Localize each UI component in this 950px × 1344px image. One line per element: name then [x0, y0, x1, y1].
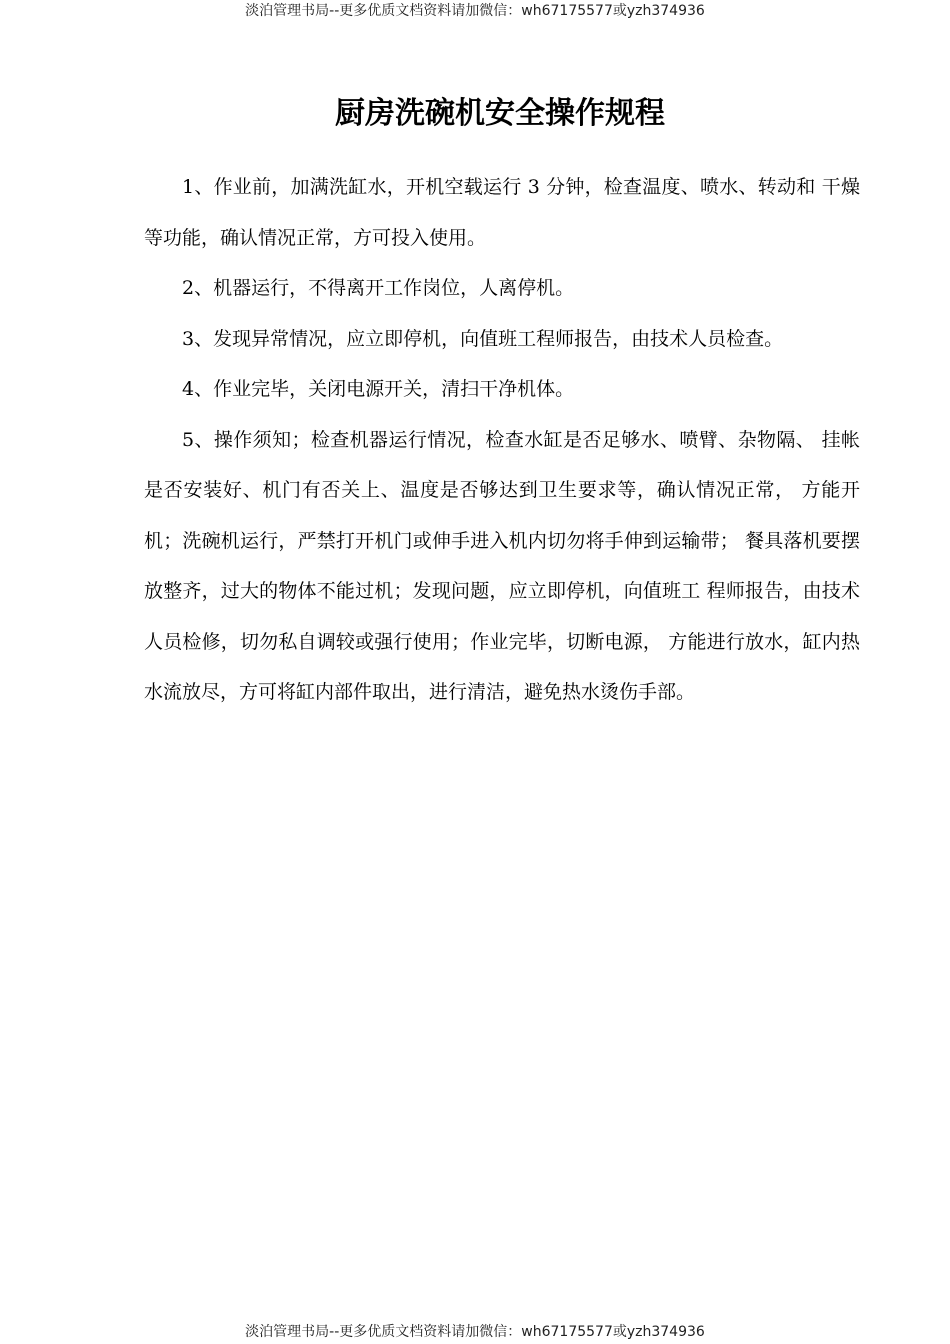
paragraph-4: 4、作业完毕，关闭电源开关，清扫干净机体。 — [182, 378, 575, 400]
header-note: 淡泊管理书局--更多优质文档资料请加微信：wh67175577或yzh374936 — [245, 3, 705, 19]
paragraph-3: 3、发现异常情况，应立即停机，向值班工程师报告，由技术人员检查。 — [182, 327, 784, 350]
paragraph-1: 1、作业前，加满洗缸水，开机空载运行 3 分钟，检查温度、喷水、转动和 干燥等功能，确认情况正常，方可投入使用。 — [144, 176, 860, 249]
footer-note: 淡泊管理书局--更多优质文档资料请加微信：wh67175577或yzh374936 — [245, 1324, 705, 1340]
paragraph-2: 2、机器运行，不得离开工作岗位，人离停机。 — [182, 277, 575, 299]
paragraph-5: 5、操作须知；检查机器运行情况，检查水缸是否足够水、喷臂、杂物隔、 挂帐是否安装好、机门有否关上、温度是否够达到卫生要求等，确认情况正常， 方能开机；洗碗机运行，严禁打开机门或伸手进入机内切勿将手伸到运输带； 餐具落机要摆放整齐，过大的物体不能过机；发现问题，应立即停机，向值班工 程师报告，由技术人员检修，切勿私自调较或强行使用；作业完毕，切断电源， 方能进行放水，缸内热水流放尽，方可将缸内部件取出，进行清洁，避免热水烫伤手部。 — [144, 428, 860, 703]
document-body — [144, 162, 860, 718]
document-title: 厨房洗碗机安全操作规程 — [335, 96, 665, 131]
